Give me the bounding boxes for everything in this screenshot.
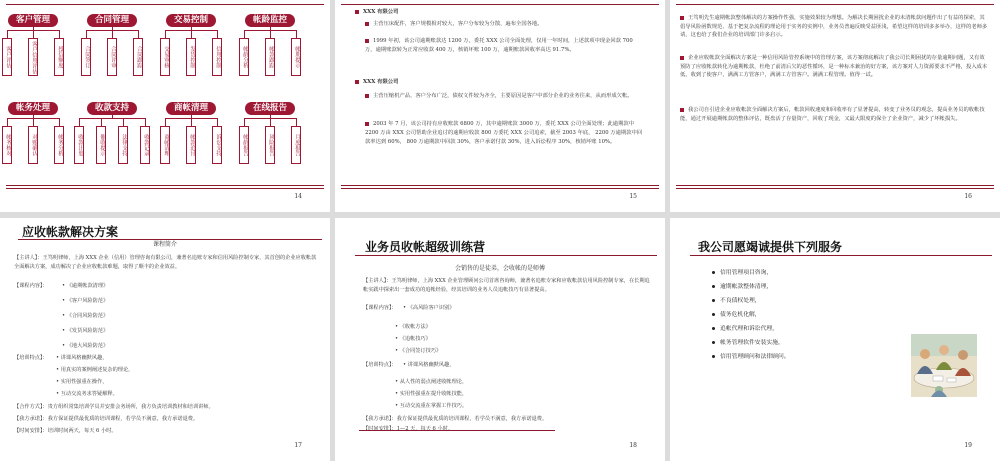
group-bottom-3: 在线报告: [245, 102, 295, 115]
slide-18: [335, 218, 665, 461]
connector: [165, 30, 166, 38]
content-label: 【课程内容】：: [14, 283, 48, 289]
top-rule: [341, 4, 659, 5]
sub-item: 商帐清理: [160, 126, 170, 164]
group-bottom-1: 收款支持: [87, 102, 137, 115]
group-top-1: 合同管理: [87, 14, 137, 27]
slide-17: [0, 218, 330, 461]
sub-item: 帐务分析: [54, 126, 64, 164]
sub-item: 客户评估: [2, 38, 12, 76]
group-top-2: 交易控制: [166, 14, 216, 27]
connector: [217, 118, 218, 126]
sub-item: 合同签订: [81, 38, 91, 76]
sub-item: 合同跟踪: [133, 38, 143, 76]
feature-item: • 用真实的案例阐述复杂的理论，: [56, 367, 134, 373]
slide-subtitle: 课程简介: [152, 241, 177, 248]
slide-title: 我公司愿竭诚提供下列服务: [698, 240, 843, 254]
feature-label: 【培训特点】：: [363, 362, 397, 368]
connector: [79, 118, 80, 126]
page-number: 19: [964, 442, 972, 449]
connector: [112, 115, 113, 118]
connector: [191, 30, 192, 38]
connector: [244, 118, 245, 126]
bottom-rule-thin: [341, 188, 659, 189]
feature-item: • 互动交流务求答疑解释。: [56, 391, 118, 397]
promise-line: 【我方承诺】：我方保证提供最优质的培训课程，若学员不满意，我方承诺退费。: [363, 416, 548, 422]
connector: [101, 118, 102, 126]
connector: [244, 30, 245, 38]
top-rule: [676, 4, 994, 5]
bottom-rule: [6, 185, 324, 186]
content-item: • 《逾期帐款清理》: [62, 283, 109, 289]
promise-line: 【我方承诺】：我方保证提供最优质的培训课程，若学员不满意，我方承诺退费。: [14, 416, 199, 422]
service-item: 债务危机化解，: [712, 311, 761, 319]
sub-item: 帐款跟踪: [265, 38, 275, 76]
sub-item: 客户信用评估: [28, 38, 38, 76]
company-1-bullet-2: 1999 年初，该公司逾期账款达 1200 万，委托 XXX 公司全面处理，仅用一年时间，上述款项中现金回款 700 万，逾期账款转为正常应收款 400 万，核销坏账 100 万，逾期账款回收率高达 91.7%。: [365, 38, 633, 53]
sub-item: 风险报告: [265, 126, 275, 164]
sub-item: 合同评审: [107, 38, 117, 76]
slide-title: 业务员收帐超级训练营: [365, 240, 486, 254]
sub-item: 法律支持: [118, 126, 128, 164]
service-item: 不良债权处理，: [712, 297, 761, 305]
company-1-name: XXX 有限公司: [355, 8, 398, 17]
tagline: 会销售的是徒弟，会收帐的是师傅: [454, 265, 545, 272]
connector: [296, 118, 297, 126]
connector: [112, 30, 113, 38]
connector: [7, 30, 8, 38]
feature-item: • 讲课风格幽默风趣，: [56, 355, 108, 361]
sub-item: 收款记录: [140, 126, 150, 164]
connector: [59, 30, 60, 38]
sub-item: 发货控制: [186, 38, 196, 76]
sub-item: 交易审核: [160, 38, 170, 76]
sub-item: 对账确认: [28, 126, 38, 164]
connector: [123, 118, 124, 126]
content-item: • 《合同签订技巧》: [395, 348, 442, 354]
page-number: 18: [629, 442, 637, 449]
bottom-rule-thin: [676, 188, 994, 189]
sub-item: 催收提示: [96, 126, 106, 164]
connector: [165, 118, 166, 126]
content-item: • 《追帐技巧》: [395, 336, 431, 342]
connector: [270, 30, 271, 38]
slide-16: [670, 0, 1000, 212]
sub-item: 授信额度: [54, 38, 64, 76]
connector: [59, 118, 60, 126]
sub-item: 帐期提示: [291, 38, 301, 76]
connector: [191, 118, 192, 126]
connector: [7, 118, 8, 126]
group-bottom-0: 帐务处理: [8, 102, 58, 115]
feature-item: • 互动交流重在掌握工作技巧。: [395, 403, 468, 409]
testimonial-2: 企业应收帐款全面解决方案是一种信用风险管控系统中的管理方案，该方案彻底解决了我公司长期困扰的存量逾期问题，又有效预防了应收帐款转化为逾期帐款，杜绝了前清后欠的恶性循环，是一种标本兼治的好方案，该方案对人力资源要求不严格，投入成本低，收到了使客户，满满工方管客户，满满工方管客户。满满工程管理。值得一试。: [680, 55, 988, 79]
feature-label: 【培训特点】：: [14, 355, 48, 361]
meeting-illustration: [911, 334, 977, 397]
top-rule: [6, 4, 324, 5]
company-2-bullet-2: 2003 年 7 月，该公司持有应收账款 6800 万，其中逾期账款 3000 万，委托 XXX 公司全面处理；此逾期款中 2200 万由 XXX 公司帮助企业追讨的逾期应收款 800 万委托 XXX 公司追索，截至 2003 年底， 2200 万逾期款中回款率达到 60%， 800 万逾期款中回款 30%，客户承诺付款 30%，进入诉讼程序 30%，核销坏账 10%。: [365, 121, 643, 145]
service-item: 信用管理项目咨询，: [712, 269, 772, 277]
testimonial-1: 王笃明先生逾期帐款整体解决的方案操作性强，实施效果较为理想。为解决长期困扰企业的未清帐款问题作出了有益的探索，其倡导风险函数规范、基于把复杂流程的理论用于实务的实例中，业务员普遍反映受益匪浅，希望这样的培训多多举办，这样的老师多请，这也给了我们企业的培训部门许多启示。: [680, 15, 988, 39]
connector: [33, 30, 34, 38]
sub-item: 帐款追讨: [186, 126, 196, 164]
connector: [145, 118, 146, 126]
content-label: 【课程内容】：: [363, 305, 397, 311]
connector: [86, 30, 87, 38]
service-item: 帐务管理软件安装实施，: [712, 339, 784, 347]
content-item: • 《高风险客户识别》: [403, 305, 455, 311]
page-number: 14: [294, 193, 302, 200]
slide-14: [0, 0, 330, 212]
sub-item: 诉讼支持: [212, 126, 222, 164]
bottom-rule-thin: [6, 188, 324, 189]
sub-item: 帐龄报告: [239, 126, 249, 164]
time-line: 【时间安排】：1—2 天，每天 6 小时。: [363, 426, 454, 432]
connector: [79, 118, 145, 119]
sub-item: 信用控制: [212, 38, 222, 76]
slide-15: [335, 0, 665, 212]
sub-item: 月度报告: [291, 126, 301, 164]
bottom-rule: [676, 185, 994, 186]
sub-item: 帐务核对: [2, 126, 12, 164]
feature-item: • 实用性强重在提升收帐技能，: [395, 391, 468, 397]
service-item: 追帐代理和诉讼代理，: [712, 325, 778, 333]
speaker-block: 【主讲人】：王笃明律师，上海 XXX 企业（信用）管理咨询有限公司，兼著名追账专家和信用风险控制专家，其首创的企业应收帐款全面解决方案，成功解决了企业应收帐款难题，取得了颇丰的企业效益。: [14, 255, 317, 270]
title-rule: [18, 239, 322, 240]
coop-line: 【合作方式】：贵方组织常集培训学员并安排会务场所，我方负责培训教材和培训讲师。: [14, 404, 214, 410]
connector: [296, 30, 297, 38]
content-item: • 《客户风险防范》: [62, 298, 109, 304]
service-item: 逾期帐款整体清理，: [712, 283, 772, 291]
group-top-0: 客户管理: [8, 14, 58, 27]
title-rule: [690, 255, 992, 256]
content-item: • 《合同风险防范》: [62, 313, 109, 319]
content-item: • 《发货风险防范》: [62, 328, 109, 334]
feature-item: • 讲课风格幽默风趣，: [403, 362, 455, 368]
slide-title: 应收帐款解决方案: [22, 225, 119, 239]
company-1-bullet-1: 主营压床配件，客户规模相对较大，客户分布较为分散，遍布全国各地。: [365, 20, 655, 29]
service-item: 信用管理顾问和法律顾问。: [712, 353, 790, 361]
speaker-block: 【主讲人】：王笃明律师，上海 XXX 企业管理顾问公司首席咨询师，兼著名追账专家和应收帐款信用风险控制专家，在长期追帐实践中探索出一套成功的追帐经验，经其培训的业务人员追帐技巧有显著提高。: [363, 278, 650, 293]
sub-item: 帐龄分析: [239, 38, 249, 76]
connector: [270, 118, 271, 126]
group-top-3: 帐龄监控: [245, 14, 295, 27]
group-bottom-2: 商帐清理: [166, 102, 216, 115]
feature-item: • 实用性强重在操作，: [56, 379, 108, 385]
bottom-rule: [341, 185, 659, 186]
feature-item: • 从人性的弱点阐述收帐理论，: [395, 379, 468, 385]
sub-item: 收款计划: [74, 126, 84, 164]
content-item: • 《地大风险防范》: [62, 343, 109, 349]
slide-19: [670, 218, 1000, 461]
content-item: • 《收帐方法》: [395, 324, 431, 330]
page-number: 15: [629, 193, 637, 200]
connector: [138, 30, 139, 38]
connector: [217, 30, 218, 38]
time-line: 【时间安排】：培训时间两天，每天 6 小时。: [14, 428, 117, 434]
company-2-name: XXX 有限公司: [355, 78, 398, 87]
connector: [33, 118, 34, 126]
strike-rule: [359, 430, 555, 431]
testimonial-3: 我公司自引进企业应收帐款全面解决方案后，帐款回收速度和回收率有了显著提高，转变了业务员的观念，提高业务员的收帐技能，通过开展逾期帐款的整体评估，既盘活了存量资产，回收了现金，又最大限度的保全了企业资产，减少了坏帐损失。: [680, 107, 985, 122]
company-2-bullet-1: 主营压缩机产品，客户分布广泛，债权文件较为齐全，主要原因是客户中部分企业的业务往来，从而形成欠帐。: [365, 92, 645, 101]
title-rule: [355, 255, 657, 256]
page-number: 16: [964, 193, 972, 200]
page-number: 17: [294, 442, 302, 449]
